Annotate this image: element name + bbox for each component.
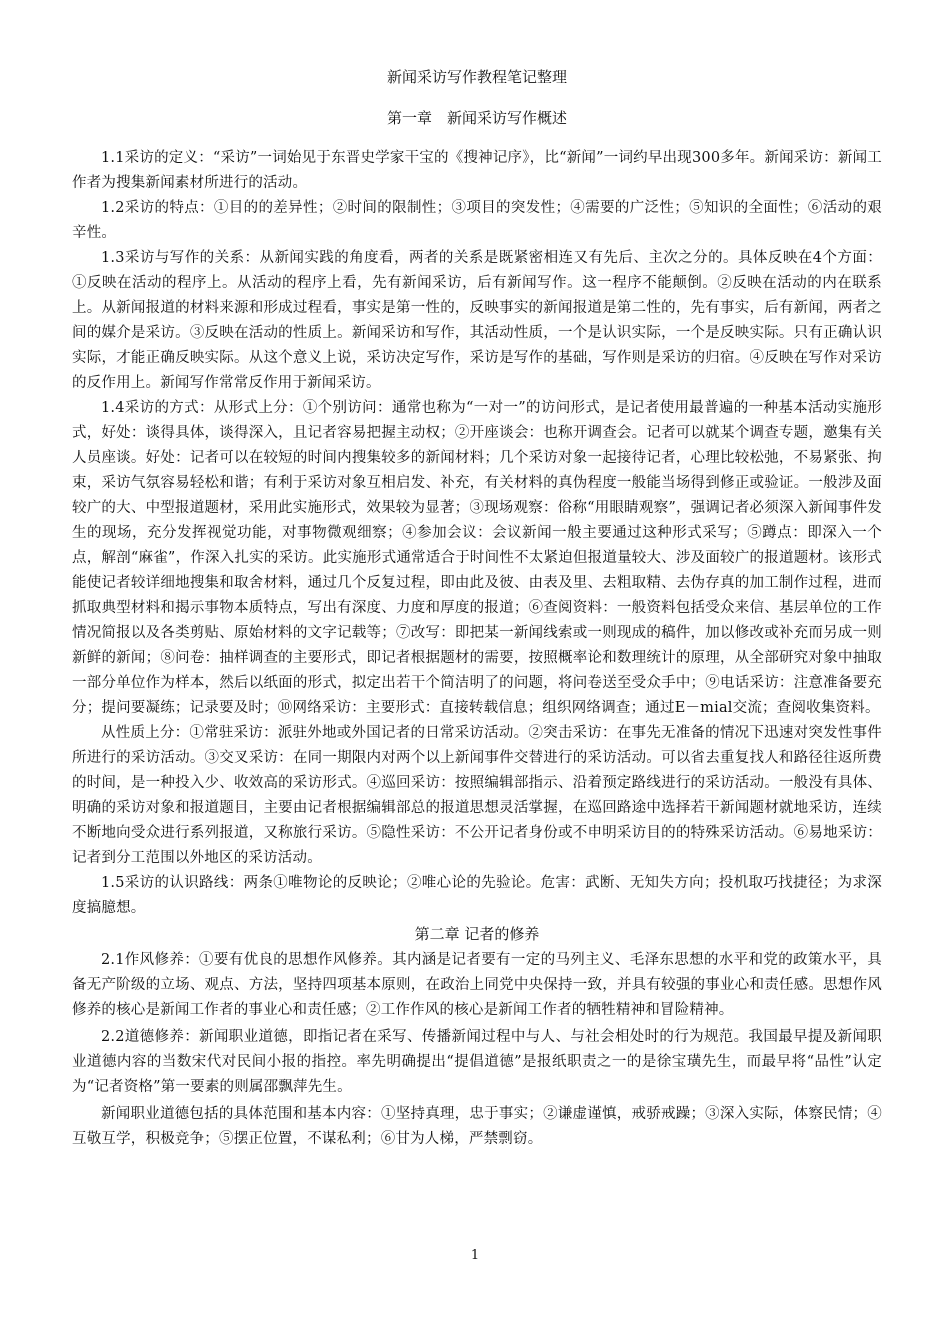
chapter-1-title: 第一章 新闻采访写作概述 — [386, 109, 567, 127]
chapter-1-body — [72, 146, 882, 921]
paragraph-2-2: 2.2道德修养：新闻职业道德，即指记者在采写、传播新闻过程中与人、与社会相处时的行为规范。我国最早提及新闻职业道德内容的当数宋代对民间小报的指控。率先明确提出“提倡道德”是报纸职责之一的是徐宝璜先生，而最早将“品性”认定为“记者资格”第一要素的则属邵飘萍先生。 — [72, 1029, 882, 1095]
paragraph-2-2-contents: 新闻职业道德包括的具体范围和基本内容：①坚持真理，忠于事实；②谦虚谨慎，戒骄戒躁；③深入实际，体察民情；④互敬互学，积极竞争；⑤摆正位置，不谋私利；⑥甘为人梯，严禁剽窃。 — [72, 1106, 882, 1147]
page-number: 1 — [470, 1248, 480, 1263]
paragraph-1-1: 1.1采访的定义：“采访”一词始见于东晋史学家干宝的《搜神记序》，比“新闻”一词约早出现300多年。新闻采访：新闻工作者为搜集新闻素材所进行的活动。 — [72, 150, 882, 191]
paragraph-1-2: 1.2采访的特点：①目的的差异性；②时间的限制性；③项目的突发性；④需要的广泛性；⑤知识的全面性；⑥活动的艰辛性。 — [72, 200, 882, 241]
chapter-2-body — [72, 948, 882, 1152]
paragraph-1-5: 1.5采访的认识路线：两条①唯物论的反映论；②唯心论的先验论。危害：武断、无知失方向；投机取巧找捷径；为求深度搞臆想。 — [72, 875, 882, 916]
paragraph-1-4: 1.4采访的方式：从形式上分：①个别访问：通常也称为“一对一”的访问形式，是记者使用最普遍的一种基本活动实施形式，好处：谈得具体，谈得深入，且记者容易把握主动权；②开座谈会：也称开调查会。记者可以就某个调查专题，邀集有关人员座谈。好处：记者可以在较短的时间内搜集较多的新闻材料；几个采访对象一起接待记者，心理比较松弛，不易紧张、拘束，采访气氛容易轻松和谐；有利于采访对象互相启发、补充，有关材料的真伪程度一般能当场得到修正或验证。一般涉及面较广的大、中型报道题材，采用此实施形式，效果较为显著；③现场观察：俗称“用眼睛观察”，强调记者必须深入新闻事件发生的现场，充分发挥视觉功能，对事物微观细察；④参加会议：会议新闻一般主要通过这种形式采写；⑤蹲点：即深入一个点，解剖“麻雀”，作深入扎实的采访。此实施形式通常适合于时间性不太紧迫但报道量较大、涉及面较广的报道题材。该形式能使记者较详细地搜集和取舍材料，通过几个反复过程，即由此及彼、由表及里、去粗取精、去伪存真的加工制作过程，进而抓取典型材料和揭示事物本质特点，写出有深度、力度和厚度的报道；⑥查阅资料：一般资料包括受众来信、基层单位的工作情况简报以及各类剪贴、原始材料的文字记载等；⑦改写：即把某一新闻线索或一则现成的稿件，加以修改或补充而另成一则新鲜的新闻；⑧问卷：抽样调查的主要形式，即记者根据题材的需要，按照概率论和数理统计的原理，从全部研究对象中抽取一部分单位作为样本，然后以纸面的形式，拟定出若干个简洁明了的问题，将问卷送至受众手中；⑨电话采访：注意准备要充分；提问要凝练；记录要及时；⑩网络采访：主要形式：直接转载信息；组织网络调查；通过E－mial交流；查阅收集资料。 — [72, 400, 882, 716]
document-title: 新闻采访写作教程笔记整理 — [386, 68, 567, 86]
paragraph-2-1: 2.1作风修养：①要有优良的思想作风修养。其内涵是记者要有一定的马列主义、毛泽东思想的水平和党的政策水平，具备无产阶级的立场、观点、方法，坚持四项基本原则，在政治上同党中央保持一致，并具有较强的事业心和责任感。思想作风修养的核心是新闻工作者的事业心和责任感；②工作作风的核心是新闻工作者的牺牲精神和冒险精神。 — [72, 952, 882, 1018]
chapter-2-title: 第二章 记者的修养 — [414, 925, 540, 943]
paragraph-1-4-nature: 从性质上分：①常驻采访：派驻外地或外国记者的日常采访活动。②突击采访：在事先无准备的情况下迅速对突发性事件所进行的采访活动。③交叉采访：在同一期限内对两个以上新闻事件交替进行的采访活动。可以省去重复找人和路径往返所费的时间，是一种投入少、收效高的采访形式。④巡回采访：按照编辑部指示、沿着预定路线进行的采访活动。一般没有具体、明确的采访对象和报道题目，主要由记者根据编辑部总的报道思想灵活掌握，在巡回路途中选择若干新闻题材就地采访，连续不断地向受众进行系列报道，又称旅行采访。⑤隐性采访：不公开记者身份或不申明采访目的的特殊采访活动。⑥易地采访：记者到分工范围以外地区的采访活动。 — [72, 725, 882, 866]
paragraph-1-3: 1.3采访与写作的关系：从新闻实践的角度看，两者的关系是既紧密相连又有先后、主次之分的。具体反映在4个方面：①反映在活动的程序上。从活动的程序上看，先有新闻采访，后有新闻写作。这一程序不能颠倒。②反映在活动的内在联系上。从新闻报道的材料来源和形成过程看，事实是第一性的，反映事实的新闻报道是第二性的，先有事实，后有新闻，两者之间的媒介是采访。③反映在活动的性质上。新闻采访和写作，其活动性质，一个是认识实际，一个是反映实际。只有正确认识实际，才能正确反映实际。从这个意义上说，采访决定写作，采访是写作的基础，写作则是采访的归宿。④反映在写作对采访的反作用上。新闻写作常常反作用于新闻采访。 — [72, 250, 882, 391]
document-page — [72, 60, 882, 1154]
